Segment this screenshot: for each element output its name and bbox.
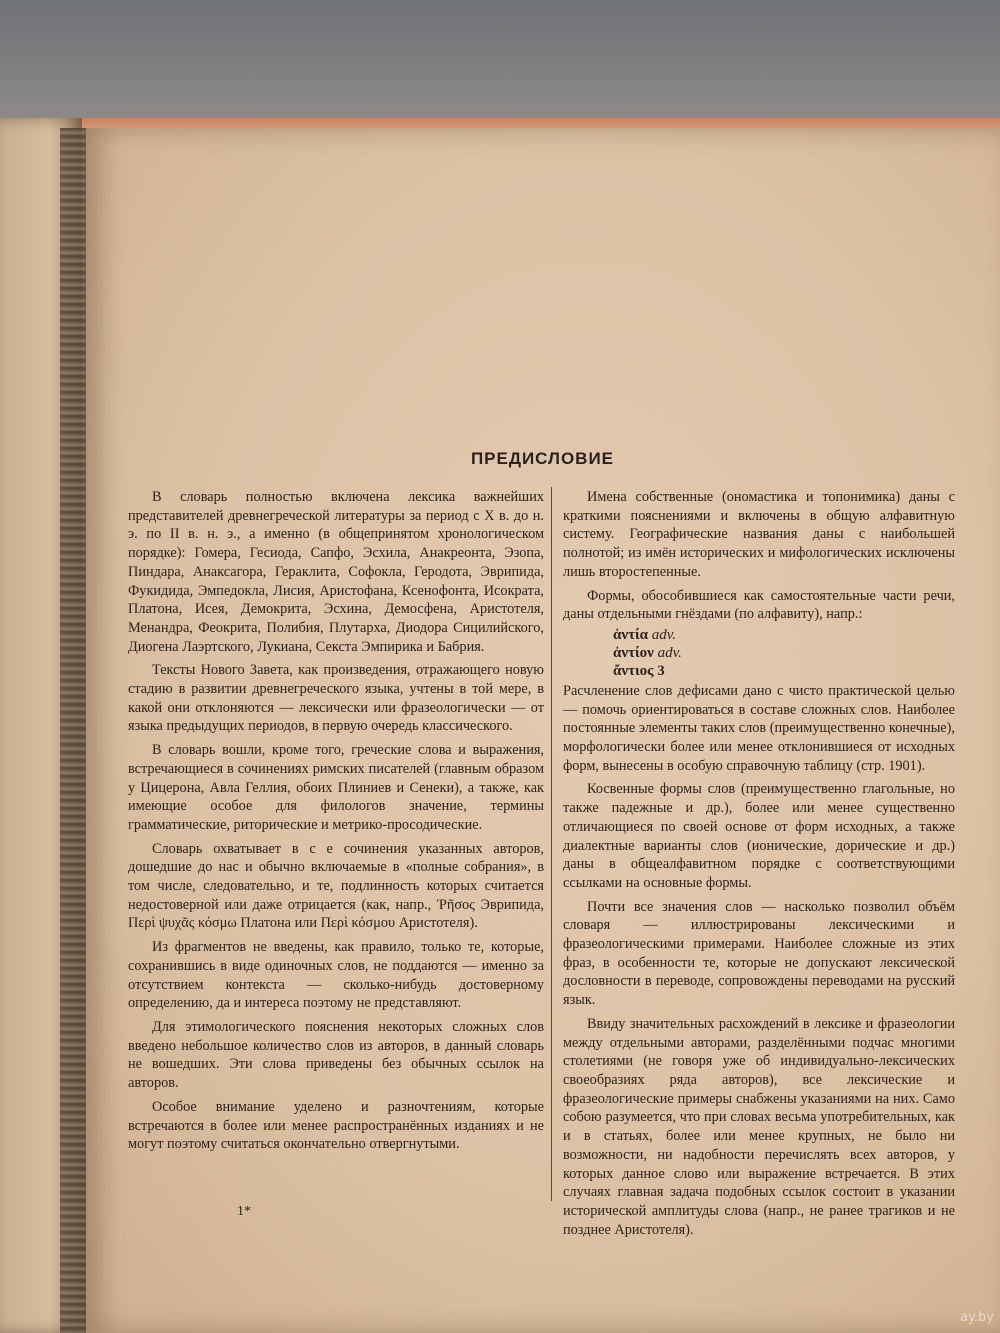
page-title: ПРЕДИСЛОВИЕ: [470, 449, 615, 468]
page-number: 1*: [237, 1204, 251, 1219]
paragraph: Словарь охватывает в с е сочинения указанных авторов, дошедшие до нас и обычно включаемые в «полные собрания», в том числе, следовательно, и те, подлинность которых считается недостоверной или даже отрицается (как, напр., Ῥῆσος Эврипида, Περὶ ψυχᾶς κόσμω Платона или Περὶ κόσμου Аристотеля).: [128, 840, 544, 932]
greek-example: ἄντιος 3: [613, 662, 665, 679]
paragraph: Имена собственные (ономастика и топонимика) даны с краткими пояснениями и включены в общую алфавитную систему. Географические названия даны с наибольшей полнотой; из имён исторических и мифологических исключены лишь второстепенные.: [563, 489, 955, 580]
paragraph: Расчленение слов дефисами дано с чисто практической целью — помочь ориентироваться в составе сложных слов. Наиболее постоянные элементы таких слов (преимущественно конечные), морфологически более или менее отклонившиеся от исходных форм, вынесены в особую справочную таблицу (стр. 1901).: [563, 682, 955, 774]
paragraph: Ввиду значительных расхождений в лексике и фразеологии между отдельными авторами, разделёнными подчас многими столетиями (не говоря уже об индивидуально-лексических своеобразиях ряда авторов), все лексические и фразеологические примеры снабжены указаниями на них. Само собою разумеется, что при словах весьма употребительных, как и в статьях, более или менее крупных, не было ни возможности, ни надобности перечислять всех авторов, у которых данное слово или выражение встречается. В этих случаях главная задача подобных ссылок состоит в указании исторической амплитуды слова (напр., не ранее трагиков и не позднее Аристотеля).: [563, 1015, 955, 1238]
paragraph: В словарь вошли, кроме того, греческие слова и выражения, встречающиеся в сочинениях римских писателей (главным образом у Цицерона, Авла Геллия, обоих Плиниев и Сенеки), а также, как имеющие особое для филологов значение, термины грамматические, риторические и метрико-просодические.: [128, 742, 544, 833]
paragraph: Тексты Нового Завета, как произведения, отражающего новую стадию в развитии древнегреческого языка, учтены в той мере, в какой они отклоняются — лексически или фразеологически — от языка предыдущих периодов, в первую очередь классического.: [128, 662, 544, 735]
paragraph: Косвенные формы слов (преимущественно глагольные, но также падежные и др.), более или менее существенно отличающиеся по своей основе от форм исходных, а также диалектные варианты слов (ионические, дорические и др.) даны в общеалфавитном порядке с соответствующими ссылками на основные формы.: [563, 781, 955, 891]
greek-example: ἀντίον adv.: [613, 644, 682, 661]
left-column: [128, 488, 544, 1159]
paragraph: Почти все значения слов — насколько позволил объём словаря — иллюстрированы лексическими и фразеологическими примерами. Наиболее сложные из этих фраз, в особенности те, которые не допускают лексической дословности в переводе, сопровождены переводами на русский язык.: [563, 898, 955, 1009]
right-column: [563, 488, 955, 1244]
paragraph: Из фрагментов не введены, как правило, только те, которые, сохранившись в виде одиночных слов, не поддаются — именно за отсутствием контекста — сколько-нибудь достоверному определению, да и интереса поэтому не представляют.: [128, 939, 544, 1012]
paragraph: Для этимологического пояснения некоторых сложных слов введено небольшое количество слов из авторов, в данный словарь не вошедших. Эти слова приведены без обычных ссылок на авторов.: [128, 1018, 544, 1092]
paragraph: Формы, обособившиеся как самостоятельные части речи, даны отдельными гнёздами (по алфавиту), напр.:: [563, 587, 955, 623]
watermark: ay.by: [960, 1310, 994, 1325]
column-divider: [551, 487, 552, 1201]
book-spine: [60, 128, 88, 1333]
greek-example: ἀντία adv.: [613, 626, 677, 643]
paragraph: Особое внимание уделено и разночтениям, которые встречаются в более или менее распространённых изданиях и не могут поэтому считаться окончательно отвергнутыми.: [128, 1098, 544, 1153]
paragraph: В словарь полностью включена лексика важнейших представителей древнегреческой литературы за период с X в. до н. э. по II в. н. э., а именно (в общепринятом хронологическом порядке): Гомера, Гесиода, Сапфо, Эсхила, Анакреонта, Эзопа, Пиндара, Анаксагора, Гераклита, Софокла, Геродота, Эврипида, Фукидида, Эмпедокла, Лисия, Аристофана, Ксенофонта, Исократа, Платона, Исея, Демокрита, Эсхина, Демосфена, Аристотеля, Менандра, Феокрита, Полибия, Плутарха, Диодора Сицилийского, Диогена Лаэртского, Лукиана, Секста Эмпирика и Бабрия.: [128, 489, 544, 655]
